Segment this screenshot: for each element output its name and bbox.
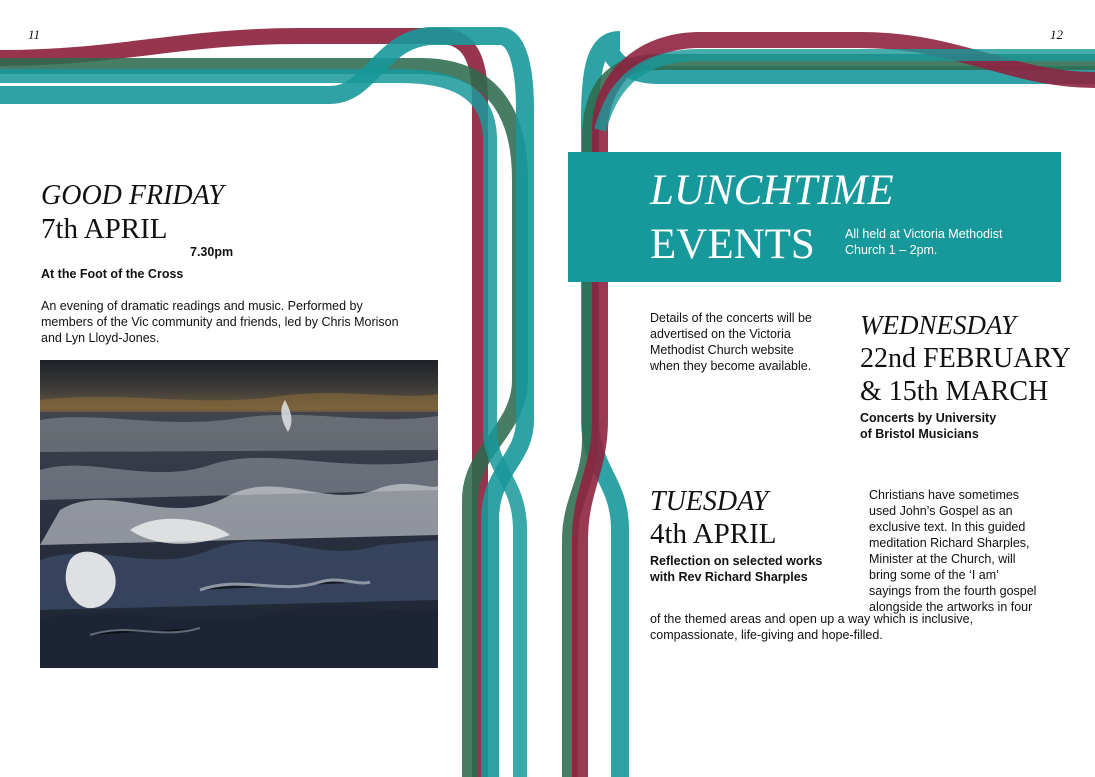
tuesday-description-line: alongside the artworks in four <box>869 600 1033 614</box>
concert-details-line: advertised on the Victoria <box>650 327 791 341</box>
tuesday-subtitle <box>650 553 822 585</box>
good-friday-description-line: and Lyn Lloyd-Jones. <box>41 331 160 345</box>
good-friday-description-line: members of the Vic community and friends, led by Chris Morison <box>41 315 399 329</box>
lunchtime-venue <box>845 226 1045 258</box>
tuesday-description-tail <box>650 611 1070 643</box>
tuesday-description-line: Christians have sometimes <box>869 488 1020 502</box>
tuesday-description-tail-line: of the themed areas and open up a way which is inclusive, <box>650 612 974 626</box>
good-friday-description <box>41 298 461 346</box>
tuesday-day: TUESDAY <box>650 486 769 517</box>
wednesday-date-line2: & 15th MARCH <box>860 376 1049 407</box>
maroon-ribbon-right <box>580 40 1095 777</box>
good-friday-title: GOOD FRIDAY <box>41 180 224 211</box>
tuesday-description-line: sayings from the fourth gospel <box>869 584 1037 598</box>
concert-details-line: when they become available. <box>650 359 812 373</box>
concert-details-line: Details of the concerts will be <box>650 311 812 325</box>
page-number-right: 12 <box>1050 27 1063 42</box>
tuesday-description-tail-line: compassionate, life-giving and hope-filled. <box>650 628 883 642</box>
teal-ribbon-right <box>590 40 1095 777</box>
tuesday-date: 4th APRIL <box>650 518 777 550</box>
wednesday-subtitle-line: Concerts by University <box>860 411 997 425</box>
good-friday-time: 7.30pm <box>190 245 234 259</box>
sea-painting-image <box>40 360 438 668</box>
good-friday-description-line: An evening of dramatic readings and music. Performed by <box>41 299 363 313</box>
venue-line: All held at Victoria Methodist <box>845 227 1003 241</box>
wednesday-day: WEDNESDAY <box>860 310 1017 340</box>
tuesday-subtitle-line: with Rev Richard Sharples <box>650 570 808 584</box>
tuesday-description-line: used John’s Gospel as an <box>869 504 1013 518</box>
concert-details <box>650 310 845 374</box>
lunchtime-heading-line1: LUNCHTIME <box>650 167 894 214</box>
tuesday-description-line: meditation Richard Sharples, <box>869 536 1030 550</box>
tuesday-subtitle-line: Reflection on selected works <box>650 554 823 568</box>
venue-line: Church 1 – 2pm. <box>845 243 938 257</box>
concert-details-line: Methodist Church website <box>650 343 794 357</box>
page-number-left: 11 <box>28 27 41 42</box>
wednesday-subtitle <box>860 410 996 442</box>
good-friday-date: 7th APRIL <box>41 213 168 245</box>
tuesday-description-line: Minister at the Church, will <box>869 552 1016 566</box>
tuesday-description-line: bring some of the ‘I am’ <box>869 568 999 582</box>
right-ribbons <box>570 40 1095 777</box>
lunchtime-heading-line2: EVENTS <box>650 221 815 268</box>
wednesday-subtitle-line: of Bristol Musicians <box>860 427 979 441</box>
good-friday-event-title: At the Foot of the Cross <box>41 267 184 281</box>
tuesday-description <box>869 487 1069 615</box>
tuesday-description-line: exclusive text. In this guided <box>869 520 1026 534</box>
wednesday-date-line1: 22nd FEBRUARY <box>860 343 1071 374</box>
